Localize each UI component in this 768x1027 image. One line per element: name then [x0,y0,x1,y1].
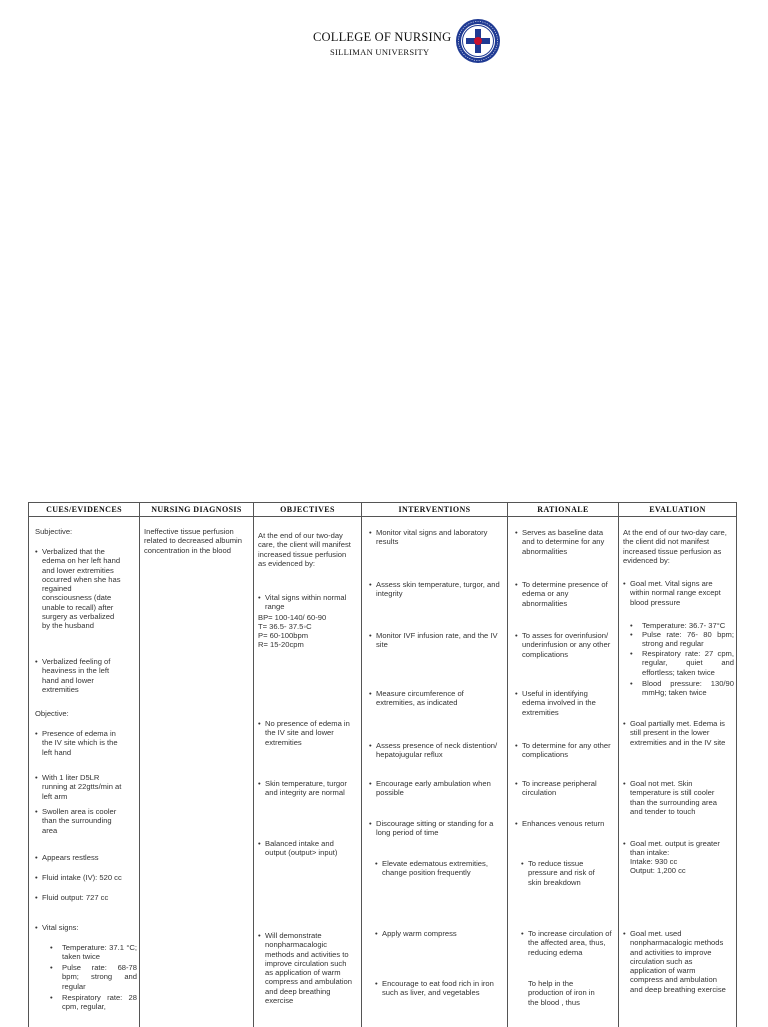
diagnosis-text: Ineffective tissue perfusion related to decreased albumin concentration in the blood [144,527,250,555]
evaluation-detail: • Temperature: 36.7- 37°C [642,621,734,630]
evaluation-goal: • Goal met. output is greater than intake: [630,839,726,858]
objective-cue: • Vital signs: [42,923,132,932]
intervention-item: • Monitor IVF infusion rate, and the IV site [376,631,504,650]
rationale-item: • To reduce tissue pressure and risk of skin breakdown [528,859,610,887]
vital-range: T= 36.5- 37.5◦C [258,622,358,631]
objective-cue: • Swollen area is cooler than the surrounding area [42,807,126,835]
intervention-item: • Encourage to eat food rich in iron such as liver, and vegetables [382,979,504,998]
evaluation-detail: • Pulse rate: 76- 80 bpm; strong and regular [642,630,734,649]
evaluation-cell [619,517,737,1027]
col-header-interventions: INTERVENTIONS [362,503,508,517]
intervention-item: • Assess skin temperature, turgor, and integrity [376,580,502,599]
col-header-evaluation: EVALUATION [619,503,737,517]
subjective-cue: • Verbalized that the edema on her left hand and lower extremities occurred when she has regained consciousness (date unable to recall) after surgery as verbalized by the husband [42,547,122,630]
objective-label: Objective: [35,709,135,718]
intervention-item: • Assess presence of neck distention/ hepatojugular reflux [376,741,502,760]
table-row [29,517,737,1027]
nursing-care-plan-table [28,502,737,1027]
col-header-objectives: OBJECTIVES [254,503,362,517]
vital-range: R= 15-20cpm [258,640,358,649]
rationale-item: • To help in the production of iron in the blood , thus [528,979,606,1009]
evaluation-intro: At the end of our two-day care, the client did not manifest increased tissue perfusion as evidenced by: [623,528,733,565]
subjective-label: Subjective: [35,527,135,536]
cues-cell [29,517,140,1027]
objective-item: • Vital signs within normal range [265,593,355,612]
document-header [0,28,768,68]
objective-item: • Will demonstrate nonpharmacalogic methods and activities to improve circulation such as application of warm compress and ambulation and deep breathing exercise [265,931,353,1005]
vital-range: BP= 100-140/ 60-90 [258,613,358,622]
intervention-item: • Encourage early ambulation when possible [376,779,504,798]
rationale-item: • To determine for any other complications [522,741,612,760]
college-name: COLLEGE OF NURSING [313,30,451,45]
evaluation-intake: Intake: 930 cc [630,857,726,866]
vital-sign-item: • Respiratory rate: 28 cpm, regular, [62,993,137,1012]
rationale-item: • To increase circulation of the affected area, thus, reducing edema [528,929,614,957]
intervention-item: • Apply warm compress [382,929,502,938]
university-name: SILLIMAN UNIVERSITY [330,47,429,57]
evaluation-goal: • Goal met. Vital signs are within normal range except blood pressure [630,579,728,607]
col-header-diagnosis: NURSING DIAGNOSIS [140,503,254,517]
intervention-item: • Monitor vital signs and laboratory results [376,528,502,547]
rationale-item: • Serves as baseline data and to determine for any abnormalities [522,528,614,556]
objective-cue: • Fluid intake (IV): 520 cc [42,873,138,882]
evaluation-detail: • Blood pressure: 130/90 mmHg; taken twice [642,679,734,698]
rationale-cell [508,517,619,1027]
rationale-item: • To asses for overinfusion/ underinfusion or any other complications [522,631,612,659]
rationale-item: • Useful in identifying edema involved in the extremities [522,689,612,717]
objective-cue: • With 1 liter D5LR running at 22gtts/min at left arm [42,773,126,801]
table-header-row [29,503,737,517]
subjective-cue: • Verbalized feeling of heaviness in the left hand and lower extremities [42,657,122,694]
evaluation-output: Output: 1,200 cc [630,866,726,875]
intervention-item: • Elevate edematous extremities, change position frequently [382,859,504,878]
objective-cue: • Presence of edema in the IV site which is the left hand [42,729,126,757]
evaluation-goal: • Goal met. used nonpharmacalogic methods and activities to improve circulation such as application of warm compress and ambulation and deep breathing exercise [630,929,730,994]
objective-cue: • Fluid output: 727 cc [42,893,138,902]
objective-item: • Skin temperature, turgor and integrity are normal [265,779,359,798]
vital-range: P= 60-100bpm [258,631,358,640]
rationale-item: • Enhances venous return [522,819,616,828]
rationale-item: • To determine presence of edema or any abnormalities [522,580,612,608]
objectives-cell [254,517,362,1027]
evaluation-goal: • Goal partially met. Edema is still present in the lower extremities and in the IV site [630,719,730,747]
col-header-cues: CUES/EVIDENCES [29,503,140,517]
interventions-cell [362,517,508,1027]
objectives-intro: At the end of our two-day care, the client will manifest increased tissue perfusion as evidenced by: [258,531,354,568]
col-header-rationale: RATIONALE [508,503,619,517]
objective-item: • No presence of edema in the IV site and lower extremities [265,719,357,747]
rationale-item: • To increase peripheral circulation [522,779,612,798]
diagnosis-cell [140,517,254,1027]
intervention-item: • Discourage sitting or standing for a long period of time [376,819,504,838]
silliman-seal-icon [455,18,501,64]
evaluation-detail: • Respiratory rate: 27 cpm, regular, quiet and effortless; taken twice [642,649,734,677]
objective-item: • Balanced intake and output (output> input) [265,839,357,858]
vital-sign-item: • Temperature: 37.1 °C; taken twice [62,943,137,962]
vital-sign-item: • Pulse rate: 68-78 bpm; strong and regular [62,963,137,991]
evaluation-goal: • Goal not met. Skin temperature is still cooler than the surrounding area and tender to touch [630,779,730,816]
objective-cue: • Appears restless [42,853,132,862]
intervention-item: • Measure circumference of extremities, as indicated [376,689,496,708]
